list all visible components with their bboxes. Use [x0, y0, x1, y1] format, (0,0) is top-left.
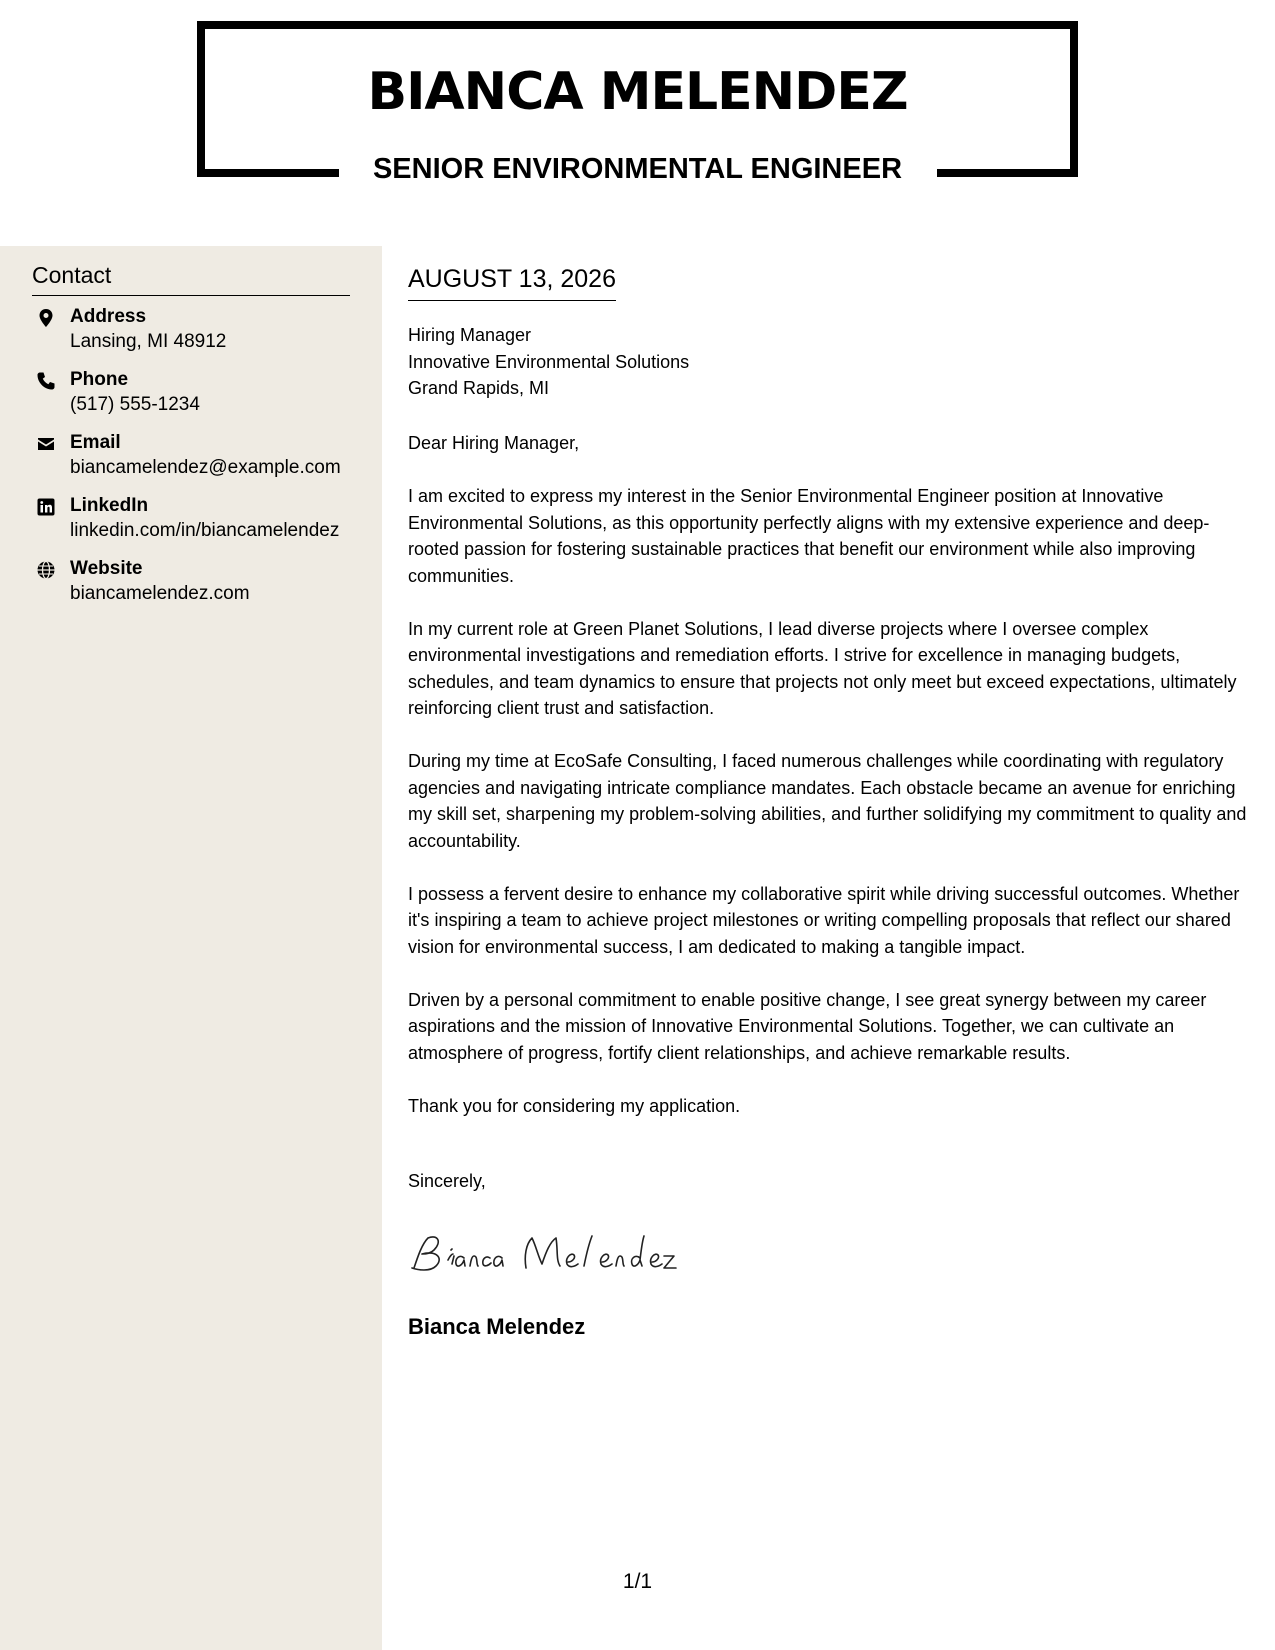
signer-name: Bianca Melendez — [408, 1314, 586, 1339]
linkedin-icon — [36, 497, 56, 517]
contact-label: LinkedIn — [70, 495, 149, 516]
contact-value: Lansing, MI 48912 — [70, 331, 227, 352]
contact-value: biancamelendez@example.com — [70, 457, 341, 478]
closing: Sincerely, — [408, 1171, 486, 1191]
phone-icon — [36, 371, 56, 391]
contact-label: Address — [70, 306, 147, 327]
contact-value: biancamelendez.com — [70, 583, 250, 604]
body-paragraph: Thank you for considering my application. — [408, 1095, 741, 1116]
contact-heading: Contact — [32, 262, 350, 296]
body-paragraph: I possess a fervent desire to enhance my collaborative spirit while driving successful outcomes. Whether it's inspiring a team to achieve project milestones or writing compelling proposals that reflect our shared vision for environmental success, I am dedicated to making a tangible impact. — [408, 883, 1240, 957]
body-paragraph: I am excited to express my interest in the Senior Environmental Engineer position at Innovative Environmental Solutions, as this opportunity perfectly aligns with my extensive experience and deep-rooted passion for fostering sustainable practices that benefit our environment while also improving communities. — [408, 486, 1210, 586]
recipient-line: Grand Rapids, MI — [408, 378, 550, 398]
body-paragraph: Driven by a personal commitment to enable positive change, I see great synergy between my career aspirations and the mission of Innovative Environmental Solutions. Together, we can cultivate an atmosphere of progress, fortify client relationships, and achieve remarkable results. — [408, 989, 1207, 1063]
globe-icon — [36, 560, 56, 580]
recipient-line: Innovative Environmental Solutions — [408, 351, 690, 372]
contact-value: linkedin.com/in/biancamelendez — [70, 520, 340, 541]
body-paragraph: During my time at EcoSafe Consulting, I faced numerous challenges while coordinating with regulatory agencies and navigating intricate compliance mandates. Each obstacle became an avenue for enriching my skill set, sharpening my problem-solving abilities, and further solidifying my commitment to quality and accountability. — [408, 751, 1247, 851]
job-title: SENIOR ENVIRONMENTAL ENGINEER — [372, 153, 903, 185]
contact-value: (517) 555-1234 — [70, 394, 200, 415]
recipient-block — [408, 322, 1248, 402]
letter-body — [408, 483, 1248, 1146]
applicant-name: BIANCA MELENDEZ — [367, 62, 908, 122]
contact-label: Email — [70, 432, 121, 453]
greeting: Dear Hiring Manager, — [408, 433, 580, 453]
body-paragraph: In my current role at Green Planet Solutions, I lead diverse projects where I oversee complex environmental investigations and remediation efforts. I strive for excellence in managing budgets, schedules, and team dynamics to ensure that projects not only meet but exceed expectations, ultimately reinforcing client trust and satisfaction. — [408, 618, 1237, 718]
handwritten-signature — [408, 1228, 678, 1278]
contact-label: Website — [70, 558, 143, 579]
recipient-line: Hiring Manager — [408, 325, 532, 345]
contact-label: Phone — [70, 369, 129, 390]
page-number: 1/1 — [622, 1570, 653, 1593]
envelope-icon — [36, 434, 56, 454]
map-pin-icon — [36, 308, 56, 328]
letter-date: AUGUST 13, 2026 — [408, 265, 616, 301]
